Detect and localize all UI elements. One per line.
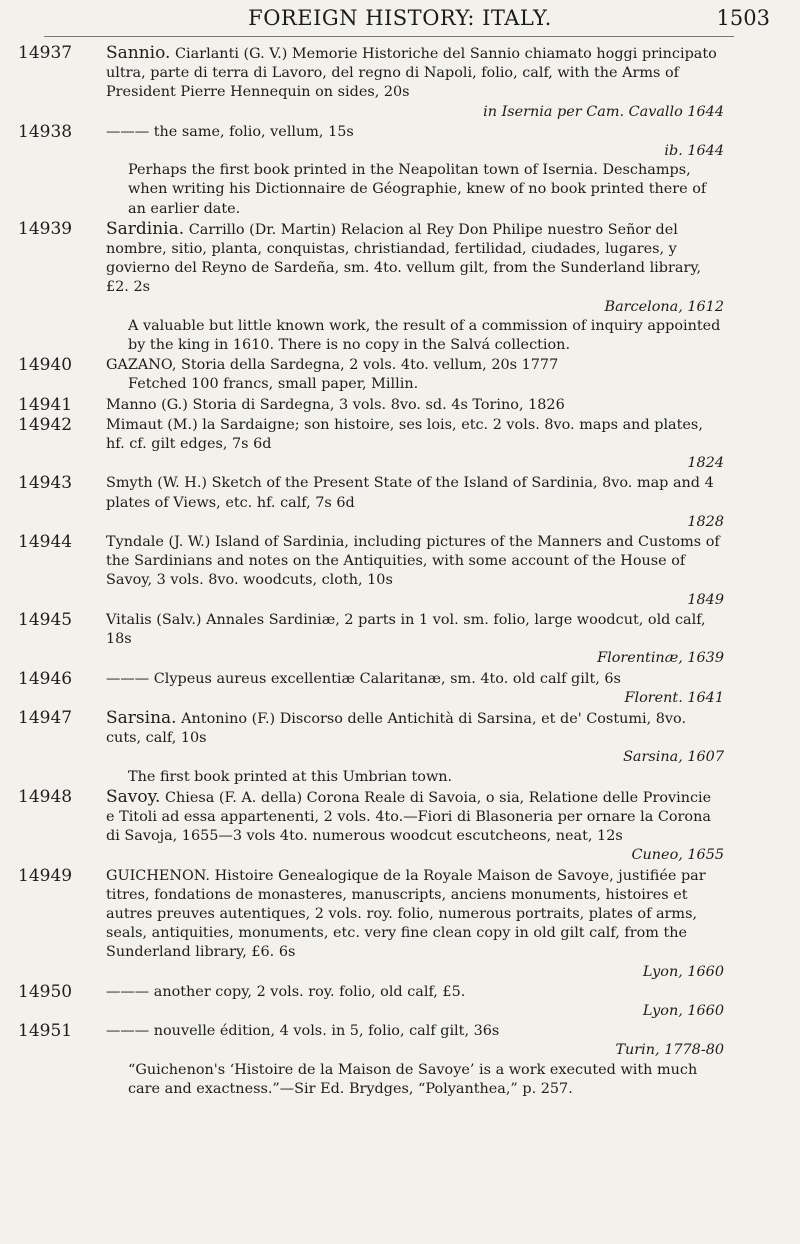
entry-text: ——— Clypeus aureus excellentiæ Calaritanæ, sm. 4to. old calf gilt, 6s (106, 670, 621, 687)
entry-note: The first book printed at this Umbrian town. (128, 768, 453, 785)
entry-text: Tyndale (J. W.) Island of Sardinia, including pictures of the Manners and Customs of the Sardinians and notes on the Antiquities, with some account of the House of Savoy, 3 vols. 8vo. woodcuts, cloth, 10s (106, 534, 720, 589)
entry-text: GUICHENON. Histoire Genealogique de la Royale Maison de Savoye, justifiée par titres, fondations de monasteres, manuscripts, anciens monuments, histoires et autres preuves autentiques, 2 vols. roy. folio, numerous portraits, plates of arms, seals, antiquities, monuments, etc. very fine clean copy in old gilt calf, from the Sunderland library, £6. 6s (106, 867, 706, 961)
entry-imprint: Barcelona, 1612 (604, 298, 724, 315)
entry-imprint: in Isernia per Cam. Cavallo 1644 (483, 103, 724, 120)
entry-heading: Sannio. (106, 43, 171, 63)
catalogue-entry (0, 123, 724, 219)
entry-note: Perhaps the first book printed in the Neapolitan town of Isernia. Deschamps, when writing his Dictionnaire de Géographie, knew of no book printed there of an earlier date. (128, 162, 707, 217)
entry-imprint: ib. 1644 (664, 143, 724, 160)
entry-imprint: Lyon, 1660 (642, 1002, 724, 1019)
entry-imprint: 1849 (687, 591, 724, 608)
lot-number: 14951 (18, 1021, 73, 1042)
entry-text: GAZANO, Storia della Sardegna, 2 vols. 4to. vellum, 20s 1777 (106, 357, 559, 374)
catalogue-entry (0, 356, 724, 394)
lot-number: 14937 (18, 43, 73, 63)
lot-number: 14944 (18, 532, 73, 553)
running-head (0, 6, 800, 34)
catalogue-entry (0, 983, 724, 1021)
entry-text: Smyth (W. H.) Sketch of the Present State of the Island of Sardinia, 8vo. map and 4 plates of Views, etc. hf. calf, 7s 6d (106, 475, 714, 511)
catalogue-entry (0, 788, 724, 866)
entry-note: Fetched 100 francs, small paper, Millin. (128, 376, 419, 393)
entry-imprint: Turin, 1778-80 (615, 1042, 724, 1059)
lot-number: 14950 (18, 981, 73, 1002)
lot-number: 14946 (18, 668, 73, 689)
entry-text: Antonino (F.) Discorso delle Antichità di Sarsina, et de' Costumi, 8vo. cuts, calf, 10s (106, 710, 687, 747)
catalogue-entry (0, 611, 724, 669)
entry-text: Ciarlanti (G. V.) Memorie Historiche del Sannio chiamato hoggi principato ultra, parte di terra di Lavoro, del regno di Napoli, folio, calf, with the Arms of President Pierre Hennequin on sides, 20s (106, 46, 717, 101)
catalogue-entry (0, 220, 724, 355)
lot-number: 14942 (18, 414, 73, 435)
lot-number: 14945 (18, 609, 73, 630)
entry-heading: Savoy. (106, 786, 161, 807)
entry-imprint: Sarsina, 1607 (623, 749, 724, 766)
entry-heading: Sarsina. (106, 707, 177, 728)
lot-number: 14947 (18, 707, 73, 728)
lot-number: 14940 (18, 355, 73, 376)
running-title: FOREIGN HISTORY: ITALY. (248, 6, 552, 30)
lot-number: 14939 (18, 218, 73, 239)
entry-imprint: 1828 (687, 513, 724, 530)
page-number: 1503 (716, 6, 770, 30)
entry-imprint: Cuneo, 1655 (631, 847, 724, 864)
catalogue-entry (0, 416, 724, 474)
entry-heading: Sardinia. (106, 218, 185, 239)
entry-imprint: 1824 (687, 455, 724, 472)
entry-text: ——— nouvelle édition, 4 vols. in 5, folio, calf gilt, 36s (106, 1023, 500, 1040)
entry-text: Carrillo (Dr. Martin) Relacion al Rey Don Philipe nuestro Señor del nombre, sitio, planta, conquistas, christiandad, fertilidad, ciudades, lugares, y govierno del Reyno de Sardeña, sm. 4to. vellum gilt, from the Sunderland library, £2. 2s (106, 221, 702, 296)
catalogue-entries (0, 44, 800, 1100)
entry-text: Manno (G.) Storia di Sardegna, 3 vols. 8vo. sd. 4s Torino, 1826 (106, 396, 565, 413)
entry-text: Vitalis (Salv.) Annales Sardiniæ, 2 parts in 1 vol. sm. folio, large woodcut, old calf, 18s (106, 611, 706, 648)
catalogue-entry (0, 44, 724, 122)
entry-text: ——— another copy, 2 vols. roy. folio, old calf, £5. (106, 983, 466, 1000)
entry-imprint: Lyon, 1660 (642, 963, 724, 980)
catalogue-entry (0, 709, 724, 787)
catalogue-entry (0, 670, 724, 708)
catalogue-entry (0, 867, 724, 982)
entry-note: A valuable but little known work, the result of a commission of inquiry appointed by the king in 1610. There is no copy in the Salvá collection. (128, 317, 721, 354)
entry-imprint: Florent. 1641 (624, 689, 724, 706)
lot-number: 14941 (18, 394, 73, 415)
catalogue-entry (0, 396, 724, 415)
lot-number: 14949 (18, 865, 73, 886)
entry-imprint: Florentinæ, 1639 (597, 650, 724, 667)
lot-number: 14938 (18, 121, 73, 142)
lot-number: 14943 (18, 473, 73, 494)
header-rule (44, 36, 734, 37)
entry-text: ——— the same, folio, vellum, 15s (106, 123, 354, 140)
entry-text: Mimaut (M.) la Sardaigne; son histoire, ses lois, etc. 2 vols. 8vo. maps and plates, hf. cf. gilt edges, 7s 6d (106, 416, 703, 453)
lot-number: 14948 (18, 786, 73, 807)
entry-text: Chiesa (F. A. della) Corona Reale di Savoia, o sia, Relatione delle Provincie e Titoli ad essa appartenenti, 2 vols. 4to.—Fiori di Blasoneria per ornare la Corona di Savoja, 1655—3 vols 4to. numerous woodcut escutcheons, neat, 12s (106, 789, 712, 845)
catalogue-entry (0, 533, 724, 610)
entry-note: “Guichenon's ‘Histoire de la Maison de Savoye’ is a work executed with much care and exactness.”—Sir Ed. Brydges, “Polyanthea,” p. 257. (128, 1061, 698, 1097)
catalogue-entry (0, 474, 724, 532)
catalogue-entry (0, 1022, 724, 1099)
